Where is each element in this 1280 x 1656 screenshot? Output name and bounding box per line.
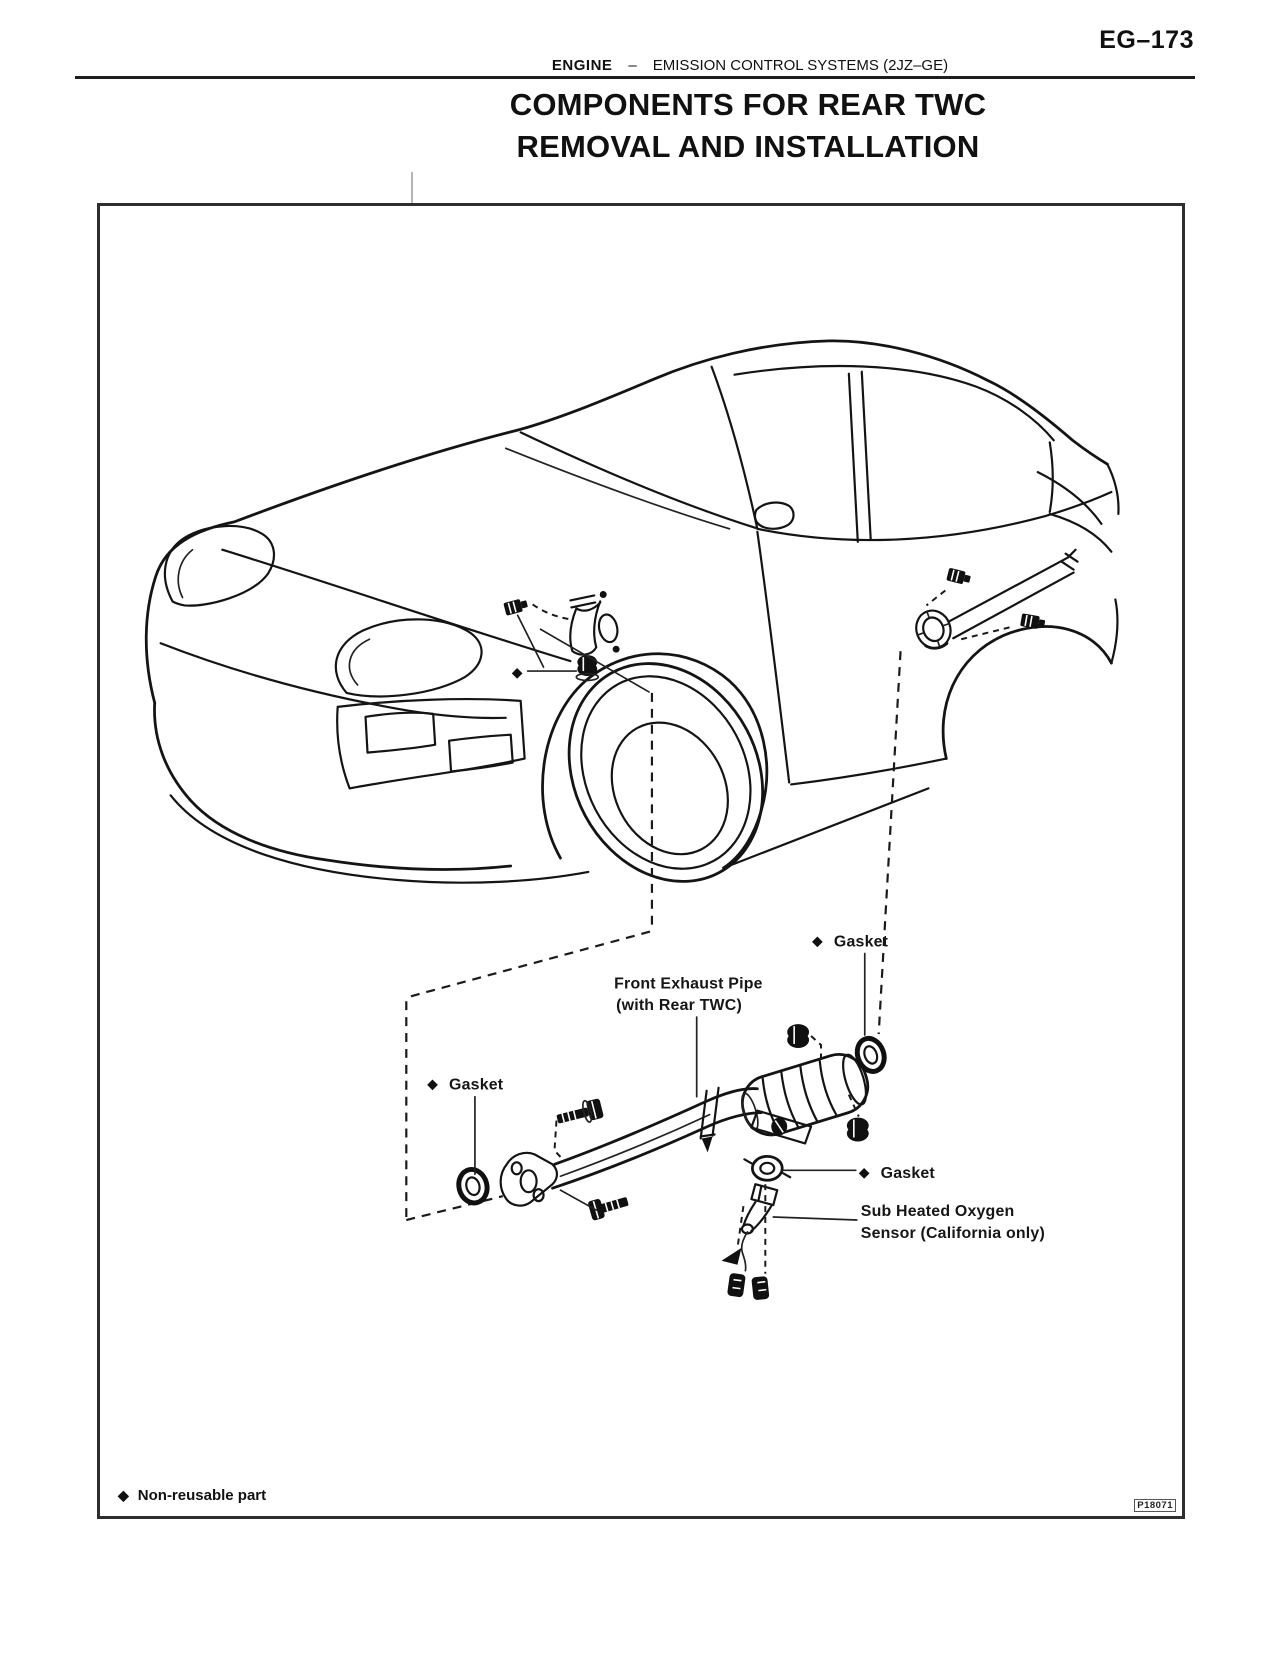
label-gasket-top: Gasket (833, 933, 889, 951)
non-reusable-legend (118, 1487, 266, 1504)
fog-lamp (366, 713, 436, 753)
rear-pipe-stub (949, 550, 1077, 639)
diamond-marker: ◆ (427, 1075, 438, 1092)
chapter-label: EMISSION CONTROL SYSTEMS (2JZ–GE) (652, 57, 949, 74)
bolt-long-dash (554, 1121, 564, 1162)
bumper-top-seam (161, 643, 506, 718)
nut-top-dash (811, 1036, 821, 1061)
door-front-seam (757, 532, 789, 783)
front-wheel-arch (543, 654, 767, 868)
header-separator: – (628, 57, 637, 74)
headlight-right-accent (349, 639, 369, 685)
rear-quarter-crease (1050, 514, 1112, 552)
sensor-boss-flange (911, 606, 956, 653)
nut-icon-lower (847, 1118, 869, 1142)
rear-fender-line (1111, 599, 1117, 663)
label-front-pipe-line1: Front Exhaust Pipe (614, 975, 763, 993)
leader-o2-sensor (773, 1217, 857, 1220)
a-pillar-inner (712, 367, 758, 529)
o2-sensor-body (743, 1202, 771, 1231)
page-title-line2: REMOVAL AND INSTALLATION (516, 129, 980, 164)
figure-illustration (100, 206, 1182, 1516)
bolt-icon-long (555, 1097, 605, 1129)
nut-icon (576, 655, 598, 680)
o2-wire (742, 1232, 748, 1271)
o2-flange-gasket (744, 1156, 790, 1180)
bolt-icon (946, 568, 971, 586)
glass-top-line (734, 366, 1053, 440)
door-bottom (791, 759, 946, 785)
page-title (460, 84, 1036, 168)
front-wheel (532, 629, 800, 915)
callout-dash (533, 604, 571, 619)
bolt-lower-leader (560, 1190, 596, 1210)
nut-icon-top (787, 1024, 809, 1048)
callout-dash2 (961, 626, 1014, 639)
page-number: EG–173 (1099, 26, 1194, 54)
diamond-marker: ◆ (858, 1164, 870, 1181)
pointer-line-1 (518, 615, 544, 667)
label-gasket-left: Gasket (449, 1076, 504, 1094)
cowl-line (521, 432, 756, 527)
running-header (460, 57, 1040, 74)
figure-code: P18071 (1134, 1499, 1176, 1512)
scan-tick-mark (411, 172, 413, 203)
exploded-exhaust (455, 1024, 889, 1300)
o2-connector-icons (727, 1273, 770, 1301)
o2-sensor-assembly (722, 1156, 791, 1300)
header-rule (75, 76, 1195, 79)
tail-edge (1107, 464, 1118, 514)
section-label: ENGINE (551, 57, 613, 74)
label-front-pipe-line2: (with Rear TWC) (616, 997, 742, 1015)
side-mirror (755, 502, 794, 528)
pipe-flange (501, 1153, 557, 1206)
wire-arrow (722, 1248, 742, 1265)
diamond-marker: ◆ (511, 664, 523, 681)
figure-labels (427, 933, 1045, 1242)
label-gasket-bottom: Gasket (880, 1165, 935, 1183)
figure-frame (97, 203, 1185, 1519)
page-title-line1: COMPONENTS FOR REAR TWC (509, 87, 987, 122)
right-projection (879, 651, 901, 1034)
label-o2-line2: Sensor (California only) (860, 1224, 1045, 1242)
front-bumper (154, 703, 510, 870)
diamond-marker: ◆ (812, 932, 823, 949)
headlight-left-accent (178, 550, 192, 598)
bolt-icon (503, 597, 528, 615)
callout-dash (926, 591, 945, 606)
quarter-glass-edge (1050, 442, 1053, 512)
wiper-line (506, 448, 730, 529)
legend-text: Non-reusable part (137, 1487, 267, 1504)
front-pipe-stub (570, 591, 620, 655)
front-bumper-lip (171, 795, 589, 882)
diamond-marker: ◆ (118, 1487, 129, 1503)
front-pipe-callout (503, 591, 649, 692)
bolt-icon-lower (587, 1191, 630, 1221)
gasket-ring-right (853, 1035, 889, 1076)
rear-wheel-arch (943, 627, 1111, 759)
label-o2-line1: Sub Heated Oxygen (860, 1203, 1015, 1221)
b-pillar (849, 372, 871, 542)
rear-sensor-callout (911, 550, 1078, 653)
car-body-outline (146, 341, 1107, 703)
